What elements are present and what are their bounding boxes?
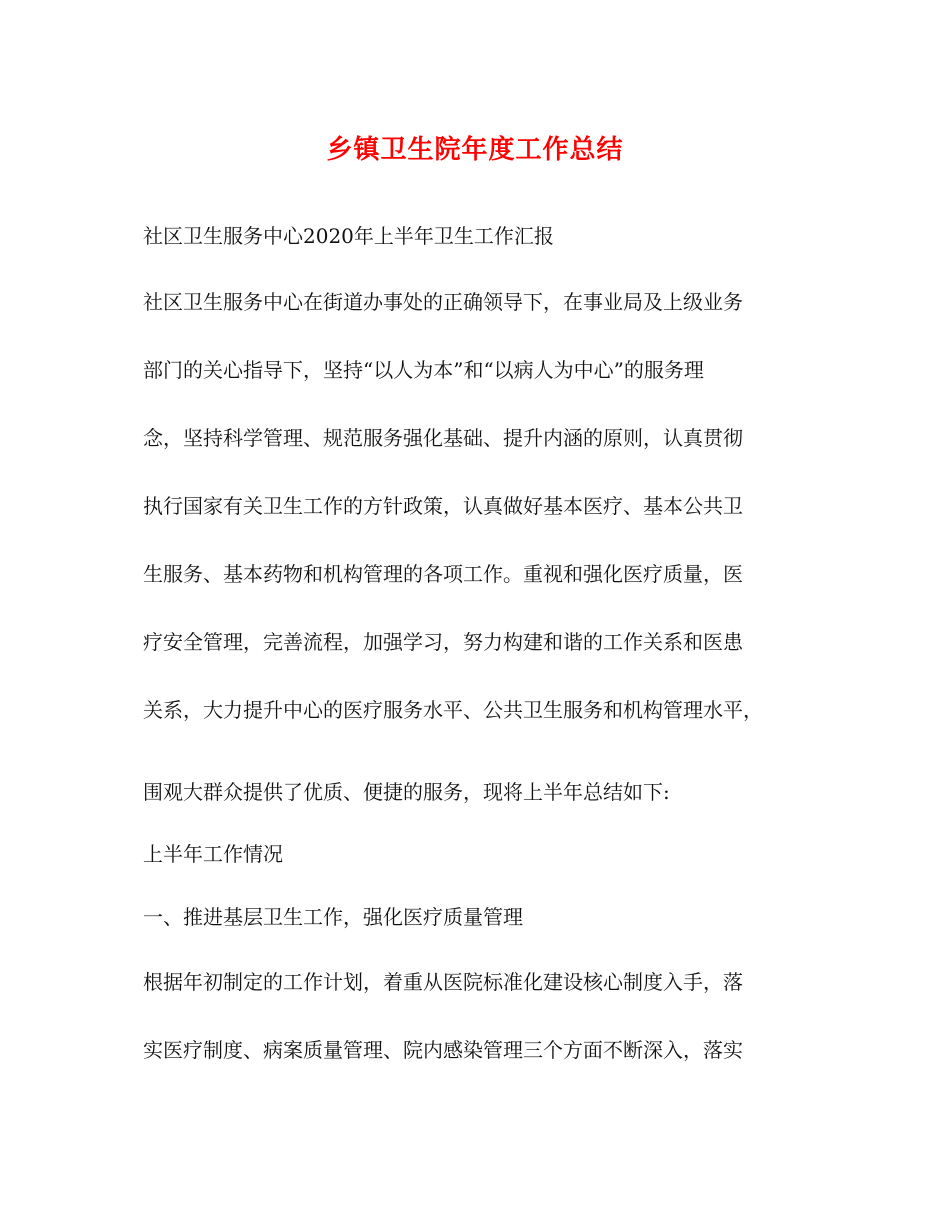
- paragraph-line: 生服务、基本药物和机构管理的各项工作。重视和强化医疗质量，医: [143, 562, 743, 586]
- paragraph-line: 执行国家有关卫生工作的方针政策，认真做好基本医疗、基本公共卫: [143, 494, 743, 518]
- document-title: 乡镇卫生院年度工作总结: [326, 135, 624, 165]
- subtitle-line: 社区卫生服务中心2020年上半年卫生工作汇报: [143, 224, 554, 248]
- paragraph-line: 围观大群众提供了优质、便捷的服务，现将上半年总结如下:: [143, 780, 670, 804]
- paragraph-line: 疗安全管理，完善流程，加强学习，努力构建和谐的工作关系和医患: [143, 630, 743, 654]
- section-heading: 上半年工作情况: [143, 842, 283, 866]
- paragraph-line: 关系，大力提升中心的医疗服务水平、公共卫生服务和机构管理水平，: [143, 698, 763, 722]
- paragraph-line: 实医疗制度、病案质量管理、院内感染管理三个方面不断深入，落实: [143, 1038, 743, 1062]
- section-heading: 一、推进基层卫生工作，强化医疗质量管理: [143, 905, 523, 929]
- paragraph-line: 社区卫生服务中心在街道办事处的正确领导下，在事业局及上级业务: [143, 290, 743, 314]
- paragraph-line: 部门的关心指导下，坚持“以人为本”和“以病人为中心”的服务理: [143, 358, 704, 382]
- paragraph-line: 根据年初制定的工作计划，着重从医院标准化建设核心制度入手，落: [143, 970, 743, 994]
- paragraph-line: 念，坚持科学管理、规范服务强化基础、提升内涵的原则，认真贯彻: [143, 426, 743, 450]
